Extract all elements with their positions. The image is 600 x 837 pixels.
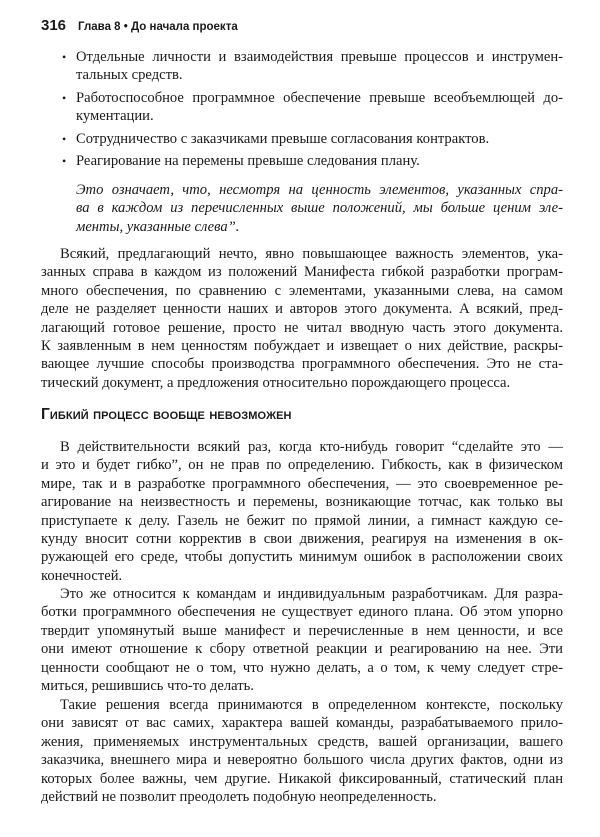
text-line: ботки программного обеспечения не существует единого плана. Об этом упорно bbox=[41, 604, 563, 621]
bullet-text: Работоспособное программное обеспечение превыше всеобъемлющей до- bbox=[76, 89, 563, 106]
text-line: К заявленным в нем ценностям побуждает и извещает о них действие, раскры- bbox=[41, 337, 563, 354]
paragraph bbox=[41, 585, 563, 695]
text-line: вающее лучшие способы производства программного обеспечения. Это не ста- bbox=[41, 356, 563, 373]
text-line: Это означает, что, несмотря на ценность элементов, указанных спра- bbox=[76, 182, 563, 198]
text-line: кунду вносит сотни корректив в свои движения, реагируя на изменения в ок- bbox=[41, 530, 563, 547]
bullet-item bbox=[41, 130, 563, 148]
text-line: В действительности всякий раз, когда кто-нибудь говорит “сделайте это — bbox=[60, 439, 563, 455]
text-line: деле не разделяет ценности наших и авторов этого документа. А всякий, пред- bbox=[41, 301, 563, 318]
bullet-item bbox=[41, 152, 563, 170]
text-line: ружающей его среде, чтобы допустить минимум ошибок в расположении своих bbox=[41, 549, 563, 566]
bullet-item bbox=[41, 48, 563, 85]
page-number: 316 bbox=[41, 17, 67, 34]
text-line: жения, применяемых инструментальных средств, вашей организации, вашего bbox=[41, 733, 563, 750]
text-line: агирование на неизвестность и перемены, возникающие тотчас, как только вы bbox=[41, 494, 563, 511]
text-line bbox=[41, 48, 563, 66]
text-line: занных справа в каждом из положений Манифеста гибкой разработки програм- bbox=[41, 264, 563, 281]
bullet-text: Реагирование на перемены превыше следования плану. bbox=[76, 152, 420, 169]
section-heading: Гибкий процесс вообще невозможен bbox=[41, 406, 292, 423]
bullet-icon: • bbox=[62, 50, 67, 64]
text-line: миться, решившись что-то делать. bbox=[41, 677, 254, 694]
text-line: заказчика, внешнего мира и невероятно большого числа других фактов, одни из bbox=[41, 752, 563, 769]
text-line: лагающий готовое решение, просто не читал вводную часть этого документа. bbox=[41, 319, 563, 336]
text-line: кументации. bbox=[76, 108, 154, 125]
paragraph bbox=[41, 438, 563, 585]
text-line: действий не позволит преодолеть подобную неопределенность. bbox=[41, 788, 437, 805]
bullet-item bbox=[41, 89, 563, 126]
bullet-text: Отдельные личности и взаимодействия превыше процессов и инструмен- bbox=[76, 49, 563, 65]
running-title: Глава 8 • До начала проекта bbox=[78, 21, 238, 33]
text-line: Такие решения всегда принимаются в определенном контексте, поскольку bbox=[60, 697, 563, 713]
text-line: которых более важны, чем другие. Никакой фиксированный, статический план bbox=[41, 770, 563, 787]
text-line: приступаете к делу. Газель не бежит по прямой линии, а гимнаст каждую се- bbox=[41, 512, 563, 529]
text-line: ценности сообщают не о том, что нужно делать, а о том, к чему следует стре- bbox=[41, 659, 563, 676]
bullet-icon: • bbox=[62, 153, 67, 168]
bullet-text: Сотрудничество с заказчиками превыше согласования контрактов. bbox=[76, 130, 490, 147]
text-line bbox=[41, 152, 563, 170]
text-line bbox=[41, 89, 563, 107]
text-line: конечностей. bbox=[41, 567, 123, 584]
text-line: много обеспечения, по сравнению с элементами, указанными слева, на самом bbox=[41, 282, 563, 299]
manifesto-quote bbox=[41, 181, 563, 236]
paragraph bbox=[41, 696, 563, 806]
text-line: они имеют отношение к сбору ответной реакции и реагированию на нее. Эти bbox=[41, 641, 563, 658]
text-line: ва в каждом из перечисленных выше положений, мы больше ценим эле- bbox=[76, 200, 563, 217]
text-line bbox=[41, 130, 563, 148]
text-line: они зависят от вас самих, характера вашей команды, разрабатываемого прило- bbox=[41, 715, 563, 732]
text-line: мире, так и в разработке программного обеспечения, — это своевременное ре- bbox=[41, 475, 563, 492]
text-line: тический документ, а предложения относительно порождающего процесса. bbox=[41, 374, 511, 391]
manifesto-bullet-list bbox=[41, 48, 563, 170]
text-line: менты, указанные слева”. bbox=[76, 218, 240, 235]
text-line: и это и будет гибко”, он не прав по определению. Гибкость, как в физическом bbox=[41, 457, 563, 474]
bullet-icon: • bbox=[62, 90, 67, 105]
paragraph bbox=[41, 245, 563, 392]
running-header bbox=[41, 17, 238, 35]
text-line: Всякий, предлагающий нечто, явно повышающее важность элементов, ука- bbox=[60, 246, 563, 262]
text-line: тальных средств. bbox=[76, 67, 183, 84]
text-line: твердит упомянутый выше манифест и перечисленные в нем ценности, и все bbox=[41, 622, 563, 639]
bullet-icon: • bbox=[62, 131, 67, 146]
text-line: Это же относится к командам и индивидуальным разработчикам. Для разра- bbox=[60, 586, 563, 602]
